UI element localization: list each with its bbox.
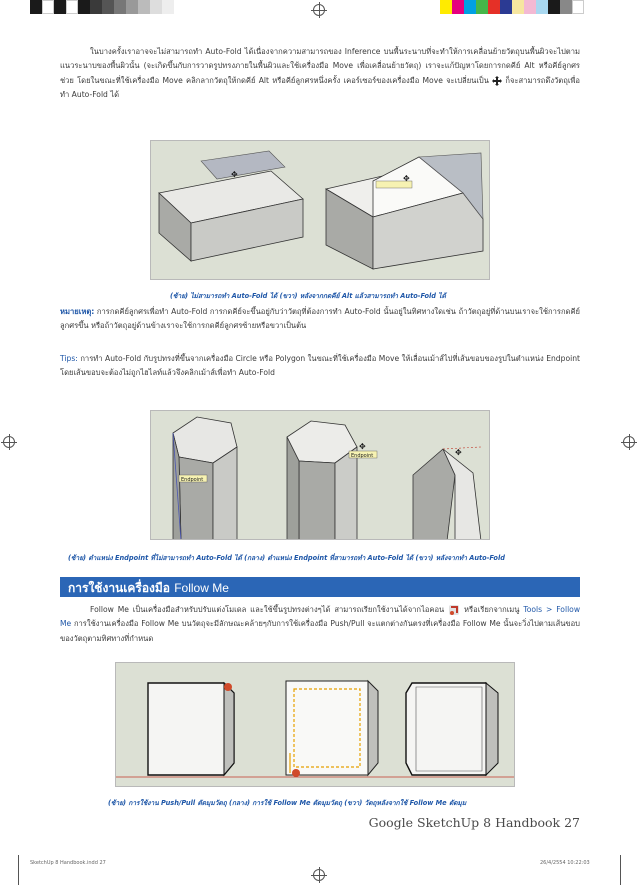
color-bar-right: [440, 0, 584, 14]
follow-me-tool-icon: [448, 604, 460, 616]
menu-path: Tools > Follow Me: [60, 605, 581, 629]
figure-caption-1: (ซ้าย) ไม่สามารถทำ Auto-Fold ได้ (ขวา) หลังจากกดคีย์ Alt แล้วสามารถทำ Auto-Fold ได้: [170, 292, 446, 300]
slug-file: SketchUp 8 Handbook.indd 27: [30, 860, 106, 866]
endpoint-tooltip: Endpoint: [181, 477, 204, 483]
registration-mark-bottom: [313, 869, 325, 881]
section-title-thai: การใช้งานเครื่องมือ: [68, 581, 171, 595]
tips-paragraph: Tips: การทำ Auto-Fold กับรูปทรงที่ขึ้นจากเครื่องมือ Circle หรือ Polygon ในขณะที่ใช้เครื่องมือ Move ให้เลื่อนเม้าส์ไปที่เส้นขอบของรูปในตำแหน่ง Endpoint โดยเส้นขอบจะต้องไม่ถูกไฮไลท์แล้วจึงคลิกเม้าส์เพื่อทำ Auto-Fold: [60, 354, 580, 378]
color-bar-left: [30, 0, 174, 14]
crop-mark: [18, 855, 19, 885]
auto-fold-figure: [150, 140, 490, 280]
tips-label: Tips:: [60, 354, 78, 363]
registration-mark-left: [3, 436, 15, 448]
move-cursor-icon: [492, 76, 502, 86]
follow-me-figure: [115, 662, 515, 787]
crop-mark: [620, 855, 621, 885]
figure-caption-2: (ซ้าย) ตำแหน่ง Endpoint ที่ไม่สามารถทำ Auto-Fold ได้ (กลาง) ตำแหน่ง Endpoint ที่สามารถทำ Auto-Fold ได้ (ขวา) หลังจากทำ Auto-Fold: [68, 554, 505, 562]
svg-text:✥: ✥: [359, 442, 366, 451]
slug-date: 26/4/2554 10:22:03: [540, 860, 590, 866]
figure-caption-3: (ซ้าย) การใช้งาน Push/Pull ตัดมุมวัตถุ (กลาง) การใช้ Follow Me ตัดมุมวัตถุ (ขวา) วัตถุหลังจากใช้ Follow Me ตัดมุม: [108, 799, 467, 807]
intro-paragraph: ในบางครั้งเราอาจจะไม่สามารถทำ Auto-Fold ได้เนื่องจากความสามารถของ Inference บนพื้นระนาบที่จะทำให้การเคลื่อนย้ายวัตถุบนพื้นผิวจะไปตามแนวระนาบของพื้นผิวนั้น (จะเกิดขึ้นกับการวาดรูปทรงภายในพื้นผิวและใช้เครื่องมือ Move เพื่อเคลื่อนย้ายวัตถุ) เราจะแก้ปัญหาโดยการกดคีย์ Alt หรือคีย์ลูกศรช่วย โดยในขณะที่ใช้เครื่องมือ Move คลิกลากวัตถุให้กดคีย์ Alt หรือคีย์ลูกศรหนึ่งครั้ง เคอร์เซอร์ของเครื่องมือ Move จะเปลี่ยนเป็น ก็จะสามารถดึงวัตถุเพื่อทำ Auto-Fold ได้: [60, 47, 580, 99]
endpoint-tooltip-2: Endpoint: [351, 453, 374, 459]
note-label: หมายเหตุ:: [60, 307, 95, 316]
page-footer: Google SketchUp 8 Handbook 27: [368, 815, 580, 830]
registration-mark-top: [313, 4, 325, 16]
endpoint-figure: [150, 410, 490, 540]
section-heading-follow-me: [60, 577, 580, 597]
svg-text:✥: ✥: [455, 448, 462, 457]
svg-text:✥: ✥: [403, 174, 410, 183]
registration-mark-right: [623, 436, 635, 448]
note-paragraph: หมายเหตุ: การกดคีย์ลูกศรเพื่อทำ Auto-Fold การกดคีย์จะขึ้นอยู่กับว่าวัตถุที่ต้องการทำ Auto-Fold นั้นอยู่ในทิศทางใดเช่น ถ้าวัตถุอยู่ที่ด้านบนเราจะใช้การกดคีย์ลูกศรขึ้น หรือถ้าวัตถุอยู่ด้านข้างเราจะใช้การกดคีย์ลูกศรซ้ายหรือขวาเป็นต้น: [60, 307, 580, 331]
section-title-english: Follow Me: [174, 581, 229, 595]
svg-text:✥: ✥: [231, 170, 238, 179]
follow-me-paragraph: Follow Me เป็นเครื่องมือสำหรับปรับแต่งโมเดล และใช้ขึ้นรูปทรงต่างๆได้ สามารถเรียกใช้งานได้จากไอคอน หรือเรียกจากเมนู Tools > Follow Me การใช้งานเครื่องมือ Follow Me บนวัตถุจะมีลักษณะคล้ายๆกับการใช้เครื่องมือ Push/Pull จะแตกต่างกันตรงที่เครื่องมือ Follow Me นั้นจะวิ่งไปตามเส้นขอบของวัตถุตามทิศทางที่กำหนด: [60, 605, 581, 643]
